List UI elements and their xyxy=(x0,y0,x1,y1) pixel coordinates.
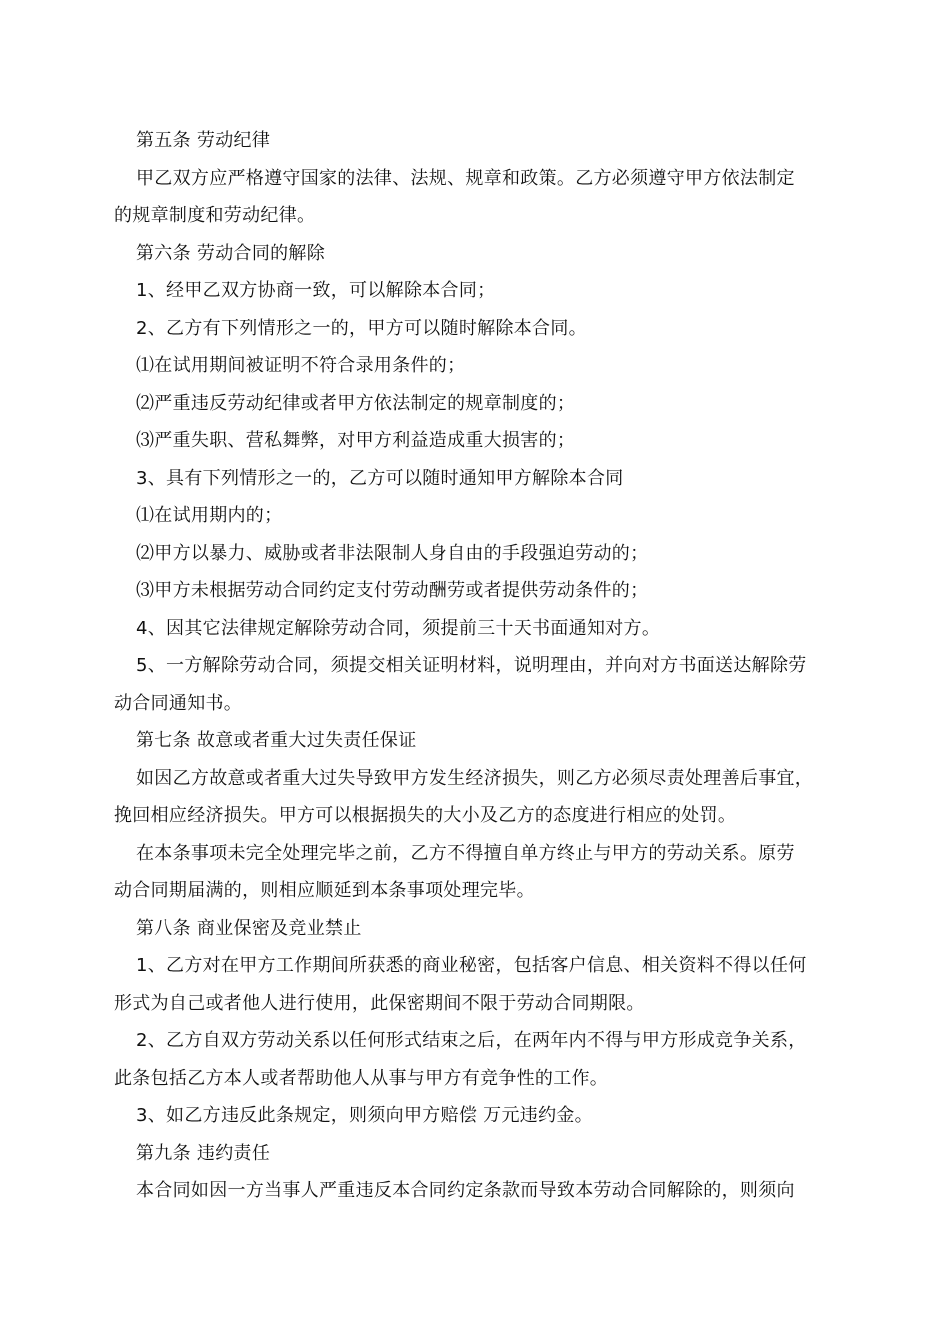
sub-list-item: ⑶严重失职、营私舞弊，对甲方利益造成重大损害的； xyxy=(136,430,576,451)
article-7-heading: 第七条 故意或者重大过失责任保证 xyxy=(136,730,417,751)
paragraph-line: 此条包括乙方本人或者帮助他人从事与甲方有竞争性的工作。 xyxy=(114,1067,609,1089)
list-item: 5、一方解除劳动合同，须提交相关证明材料，说明理由，并向对方书面送达解除劳 xyxy=(136,655,807,676)
list-item: 2、乙方自双方劳动关系以任何形式结束之后，在两年内不得与甲方形成竞争关系， xyxy=(136,1030,807,1051)
sub-list-item: ⑴在试用期内的； xyxy=(136,505,283,526)
paragraph-line: 动合同通知书。 xyxy=(114,692,243,714)
list-item: 1、乙方对在甲方工作期间所获悉的商业秘密，包括客户信息、相关资料不得以任何 xyxy=(136,955,807,976)
article-8-heading: 第八条 商业保密及竞业禁止 xyxy=(136,917,362,939)
sub-list-item: ⑶甲方未根据劳动合同约定支付劳动酬劳或者提供劳动条件的； xyxy=(136,580,649,601)
list-item: 3、如乙方违反此条规定，则须向甲方赔偿 万元违约金。 xyxy=(136,1105,593,1126)
paragraph-line: 的规章制度和劳动纪律。 xyxy=(114,205,316,226)
list-item: 3、具有下列情形之一的，乙方可以随时通知甲方解除本合同 xyxy=(136,467,624,489)
sub-list-item: ⑴在试用期间被证明不符合录用条件的； xyxy=(136,355,466,376)
paragraph-line: 挽回相应经济损失。甲方可以根据损失的大小及乙方的态度进行相应的处罚。 xyxy=(114,805,737,826)
paragraph-line: 在本条事项未完全处理完毕之前，乙方不得擅自单方终止与甲方的劳动关系。原劳 xyxy=(136,842,795,864)
paragraph-line: 如因乙方故意或者重大过失导致甲方发生经济损失，则乙方必须尽责处理善后事宜， xyxy=(136,767,814,789)
paragraph-line: 甲乙双方应严格遵守国家的法律、法规、规章和政策。乙方必须遵守甲方依法制定 xyxy=(136,167,795,189)
article-6-heading: 第六条 劳动合同的解除 xyxy=(136,242,326,264)
list-item: 1、经甲乙双方协商一致，可以解除本合同； xyxy=(136,280,496,301)
paragraph-line: 动合同期届满的，则相应顺延到本条事项处理完毕。 xyxy=(114,880,535,901)
list-item: 2、乙方有下列情形之一的，甲方可以随时解除本合同。 xyxy=(136,317,587,339)
sub-list-item: ⑵严重违反劳动纪律或者甲方依法制定的规章制度的； xyxy=(136,392,576,414)
list-item: 4、因其它法律规定解除劳动合同，须提前三十天书面通知对方。 xyxy=(136,617,661,639)
paragraph-line: 形式为自己或者他人进行使用，此保密期间不限于劳动合同期限。 xyxy=(114,992,645,1014)
document-page xyxy=(114,122,842,1210)
article-5-heading: 第五条 劳动纪律 xyxy=(136,130,271,151)
paragraph-line: 本合同如因一方当事人严重违反本合同约定条款而导致本劳动合同解除的，则须向 xyxy=(136,1180,795,1201)
sub-list-item: ⑵甲方以暴力、威胁或者非法限制人身自由的手段强迫劳动的； xyxy=(136,542,649,564)
article-9-heading: 第九条 违约责任 xyxy=(136,1142,271,1164)
